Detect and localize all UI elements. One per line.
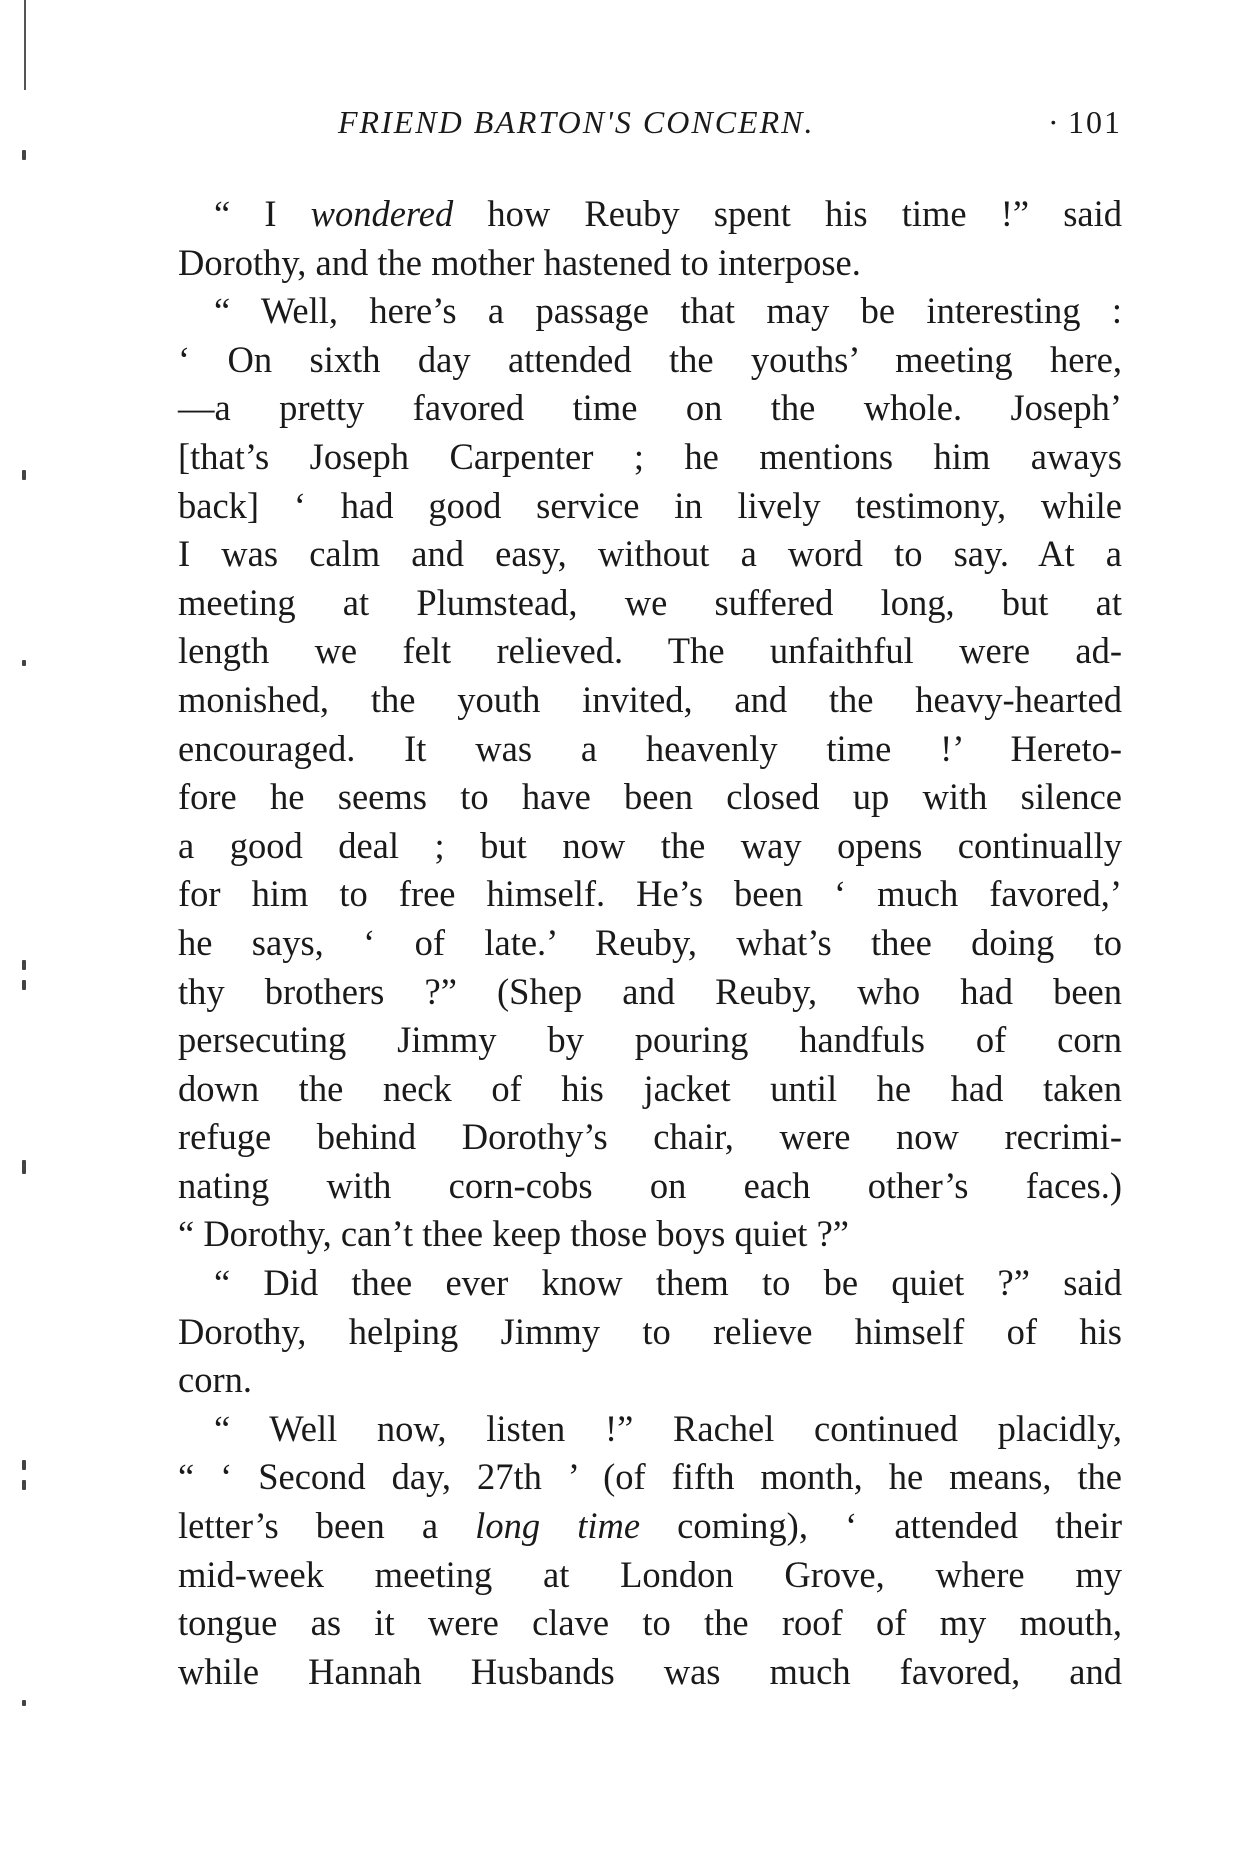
gutter-mark [22, 1700, 26, 1706]
text-line [178, 822, 1122, 871]
gutter-mark [24, 0, 26, 90]
text-segment: Dorothy, helping Jimmy to relieve himself of his [178, 1310, 1122, 1352]
gutter-mark [22, 980, 26, 990]
text-line [178, 579, 1122, 628]
text-line [178, 1016, 1122, 1065]
text-line [178, 1453, 1122, 1502]
text-line [178, 530, 1122, 579]
text-line [178, 190, 1122, 239]
text-segment: monished, the youth invited, and the heavy-hearted [178, 678, 1122, 720]
text-line [178, 433, 1122, 482]
text-segment: tongue as it were clave to the roof of my mouth, [178, 1602, 1122, 1644]
gutter-mark [22, 960, 26, 970]
text-segment: how Reuby spent his time !” said [453, 193, 1122, 234]
text-line [178, 870, 1122, 919]
text-segment: length we felt relieved. The unfaithful were ad- [178, 630, 1122, 672]
text-segment: —a pretty favored time on the whole. Joseph’ [178, 387, 1122, 429]
text-segment: “ Well, here’s a passage that may be interesting : [214, 290, 1122, 332]
text-segment: ‘ On sixth day attended the youths’ meeting here, [178, 338, 1122, 380]
text-segment: “ Dorothy, can’t thee keep those boys quiet ?” [178, 1213, 849, 1255]
text-line [178, 1551, 1122, 1600]
text-segment: back] ‘ had good service in lively testimony, while [178, 484, 1122, 526]
text-segment: thy brothers ?” (Shep and Reuby, who had been [178, 970, 1122, 1012]
text-line [178, 919, 1122, 968]
text-segment: nating with corn-cobs on each other’s faces.) [178, 1164, 1122, 1206]
text-segment: “ Well now, listen !” Rachel continued placidly, [214, 1407, 1122, 1449]
text-segment: corn. [178, 1359, 252, 1401]
text-segment: “ ‘ Second day, 27th ’ (of fifth month, he means, the [178, 1456, 1122, 1498]
text-segment: coming), ‘ attended their [640, 1505, 1123, 1547]
gutter-mark [22, 470, 26, 480]
text-segment: for him to free himself. He’s been ‘ much favored,’ [178, 873, 1122, 915]
text-line [178, 676, 1122, 725]
page-header [178, 104, 1122, 150]
text-line [178, 336, 1122, 385]
text-segment: I was calm and easy, without a word to say. At a [178, 533, 1122, 575]
text-segment: mid-week meeting at London Grove, where my [178, 1553, 1122, 1595]
italic-text: long time [475, 1505, 641, 1547]
text-line [178, 1210, 1122, 1259]
text-line [178, 482, 1122, 531]
running-head: FRIEND BARTON'S CONCERN. [338, 104, 815, 140]
text-segment: “ Did thee ever know them to be quiet ?” said [214, 1262, 1122, 1304]
text-line [178, 1502, 1122, 1551]
text-line [178, 239, 1122, 288]
gutter-mark [22, 660, 26, 666]
gutter-mark [22, 1160, 26, 1174]
text-segment: refuge behind Dorothy’s chair, were now recrimi- [178, 1116, 1122, 1158]
text-line [178, 1308, 1122, 1357]
text-segment: a good deal ; but now the way opens continually [178, 824, 1122, 866]
text-line [178, 627, 1122, 676]
text-segment: meeting at Plumstead, we suffered long, but at [178, 581, 1122, 623]
text-line [178, 1065, 1122, 1114]
text-line [178, 287, 1122, 336]
header-separator: · [1048, 104, 1060, 140]
text-segment: Dorothy, and the mother hastened to interpose. [178, 241, 861, 283]
text-segment: “ I [214, 193, 311, 234]
gutter-mark [22, 1480, 26, 1490]
text-line [178, 1113, 1122, 1162]
text-line [178, 773, 1122, 822]
text-line [178, 1259, 1122, 1308]
text-line [178, 1356, 1122, 1405]
text-segment: persecuting Jimmy by pouring handfuls of corn [178, 1019, 1122, 1061]
text-line [178, 725, 1122, 774]
text-line [178, 1648, 1122, 1697]
text-segment: [that’s Joseph Carpenter ; he mentions him aways [178, 435, 1122, 477]
gutter-mark [22, 1460, 26, 1470]
italic-text: wondered [310, 193, 454, 234]
body-text [178, 190, 1122, 1696]
text-segment: letter’s been a [178, 1505, 476, 1547]
text-line [178, 1162, 1122, 1211]
gutter-mark [22, 150, 26, 160]
text-line [178, 384, 1122, 433]
text-segment: down the neck of his jacket until he had taken [178, 1067, 1122, 1109]
text-segment: fore he seems to have been closed up with silence [178, 776, 1122, 818]
text-line [178, 968, 1122, 1017]
text-segment: he says, ‘ of late.’ Reuby, what’s thee doing to [178, 921, 1122, 963]
text-line [178, 1405, 1122, 1454]
text-segment: while Hannah Husbands was much favored, and [178, 1650, 1122, 1692]
page-number: 101 [1068, 104, 1122, 140]
text-line [178, 1599, 1122, 1648]
text-segment: encouraged. It was a heavenly time !’ Hereto- [178, 727, 1122, 769]
